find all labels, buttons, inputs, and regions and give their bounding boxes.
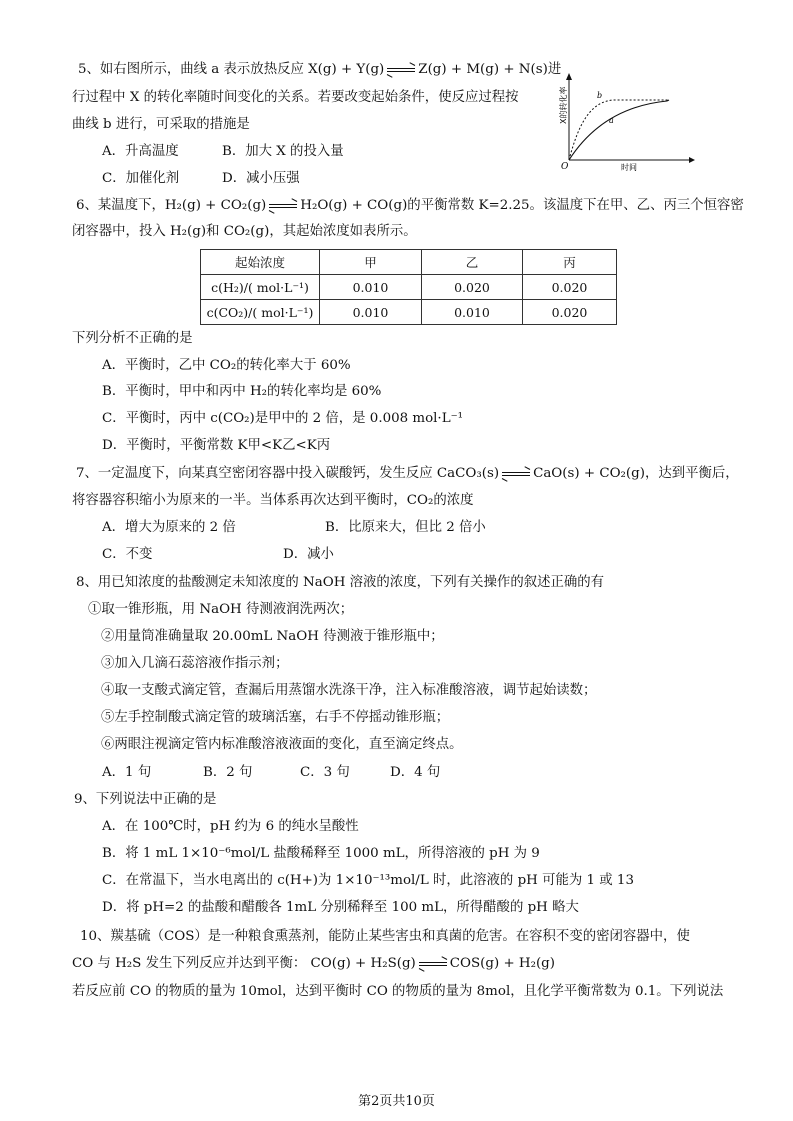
- curve-a-label: a: [609, 116, 614, 125]
- q8-item-2: ②用量筒准确量取 20.00mL NaOH 待测液于锥形瓶中；: [101, 629, 444, 644]
- q8-stem: 8、用已知浓度的盐酸测定未知浓度的 NaOH 溶液的浓度，下列有关操作的叙述正确的有: [76, 575, 605, 590]
- table-cell: 0.020: [523, 275, 617, 300]
- q9-option-a: A．在 100℃时，pH 约为 6 的纯水呈酸性: [102, 819, 359, 834]
- table-cell: 0.010: [422, 300, 523, 325]
- q5-stem-text-a: 5、如右图所示，曲线 a 表示放热反应 X(g) + Y(g): [78, 62, 385, 77]
- q7-stem-text-a: 7、一定温度下，向某真空密闭容器中投入碳酸钙，发生反应 CaCO₃(s): [76, 466, 500, 481]
- q6-option-c: C．平衡时，丙中 c(CO₂)是甲中的 2 倍，是 0.008 mol·L⁻¹: [102, 411, 464, 426]
- q7-stem-text-b: CaO(s) + CO₂(g)，达到平衡后，: [533, 466, 739, 481]
- table-cell: 0.010: [320, 300, 422, 325]
- q6-stem-line3: 下列分析不正确的是: [72, 331, 193, 346]
- equilibrium-arrow-icon: [269, 202, 297, 210]
- q7-option-c: C．不变: [102, 547, 153, 562]
- table-header-cell: 丙: [523, 250, 617, 275]
- table-cell: 0.020: [422, 275, 523, 300]
- q7-option-a: A．增大为原来的 2 倍: [102, 520, 236, 535]
- q5-option-c: C．加催化剂: [102, 171, 180, 186]
- q6-option-a: A．平衡时，乙中 CO₂的转化率大于 60%: [102, 358, 351, 373]
- table-row: [201, 275, 617, 300]
- y-axis-arrow-icon: [566, 73, 572, 80]
- page-footer: 第2页共10页: [358, 1094, 435, 1109]
- table-header-cell: 起始浓度: [201, 250, 320, 275]
- q7-stem-line2: 将容器容积缩小为原来的一半。当体系再次达到平衡时，CO₂的浓度: [72, 493, 474, 508]
- q5-option-a: A．升高温度: [102, 144, 179, 159]
- equilibrium-arrow-icon: [387, 66, 415, 74]
- q6-option-d: D．平衡时，平衡常数 K甲<K乙<K丙: [102, 438, 331, 453]
- curve-a: [569, 100, 669, 160]
- q5-stem-text-b: Z(g) + M(g) + N(s)进: [418, 62, 562, 77]
- q10-stem-text-b: COS(g) + H₂(g): [449, 956, 555, 971]
- q5-stem-line2: 行过程中 X 的转化率随时间变化的关系。若要改变起始条件，使反应过程按: [72, 90, 519, 105]
- q6-stem-text-b: H₂O(g) + CO(g)的平衡常数 K=2.25。该温度下在甲、乙、丙三个恒容密: [300, 198, 744, 213]
- q8-option-d: D．4 句: [390, 765, 441, 780]
- initial-concentration-table: [200, 249, 617, 325]
- origin-label: O: [561, 162, 569, 172]
- q6-option-b: B．平衡时，甲中和丙中 H₂的转化率均是 60%: [102, 384, 382, 399]
- q10-stem-line1: 10、羰基硫（COS）是一种粮食熏蒸剂，能防止某些害虫和真菌的危害。在容积不变的密闭容器中，使: [80, 929, 690, 944]
- q10-stem-text-a: CO 与 H₂S 发生下列反应并达到平衡： CO(g) + H₂S(g): [72, 956, 416, 971]
- table-header-cell: 乙: [422, 250, 523, 275]
- table-header-cell: 甲: [320, 250, 422, 275]
- y-axis-label: X的转化率: [559, 86, 568, 124]
- q8-option-c: C．3 句: [300, 765, 350, 780]
- x-axis-arrow-icon: [689, 157, 695, 163]
- table-cell: 0.010: [320, 275, 422, 300]
- equilibrium-arrow-icon: [502, 470, 530, 478]
- q8-item-4: ④取一支酸式滴定管，查漏后用蒸馏水洗涤干净，注入标准酸溶液，调节起始读数；: [101, 683, 597, 698]
- q9-stem: 9、下列说法中正确的是: [74, 792, 217, 807]
- q10-stem-line2: [72, 956, 555, 972]
- q6-stem-line1: [76, 198, 744, 214]
- conversion-time-graph: [557, 72, 697, 172]
- curve-b: [569, 100, 669, 160]
- table-cell: 0.020: [523, 300, 617, 325]
- table-header-row: [201, 250, 617, 275]
- q5-option-b: B．加大 X 的投入量: [222, 144, 344, 159]
- x-axis-label: 时间: [621, 163, 637, 172]
- equilibrium-arrow-icon: [419, 960, 447, 968]
- q5-stem-line1: [78, 62, 561, 78]
- q10-stem-line3: 若反应前 CO 的物质的量为 10mol，达到平衡时 CO 的物质的量为 8mol，且化学平衡常数为 0.1。下列说法: [72, 984, 724, 999]
- q6-stem-text-a: 6、某温度下，H₂(g) + CO₂(g): [76, 198, 267, 213]
- q8-item-3: ③加入几滴石蕊溶液作指示剂；: [101, 656, 289, 671]
- q5-option-d: D．减小压强: [222, 171, 300, 186]
- q6-stem-line2: 闭容器中，投入 H₂(g)和 CO₂(g)，其起始浓度如表所示。: [72, 224, 417, 239]
- q7-option-b: B．比原来大，但比 2 倍小: [325, 520, 486, 535]
- q7-stem-line1: [76, 466, 739, 482]
- table-cell: c(H₂)/( mol·L⁻¹): [201, 275, 320, 300]
- q9-option-d: D．将 pH=2 的盐酸和醋酸各 1mL 分别稀释至 100 mL，所得醋酸的 pH 略大: [102, 900, 579, 915]
- q9-option-b: B．将 1 mL 1×10⁻⁶mol/L 盐酸稀释至 1000 mL，所得溶液的 pH 为 9: [102, 846, 540, 861]
- q8-option-b: B．2 句: [203, 765, 253, 780]
- q8-item-6: ⑥两眼注视滴定管内标准酸溶液液面的变化，直至滴定终点。: [101, 737, 463, 752]
- q8-item-1: ①取一锥形瓶，用 NaOH 待测液润洗两次；: [88, 602, 354, 617]
- curve-b-label: b: [597, 91, 603, 100]
- q8-option-a: A．1 句: [102, 765, 152, 780]
- q9-option-c: C．在常温下，当水电离出的 c(H+)为 1×10⁻¹³mol/L 时，此溶液的 pH 可能为 1 或 13: [102, 873, 634, 888]
- q5-stem-line3: 曲线 b 进行，可采取的措施是: [72, 117, 250, 132]
- q7-option-d: D．减小: [283, 547, 334, 562]
- table-cell: c(CO₂)/( mol·L⁻¹): [201, 300, 320, 325]
- q8-item-5: ⑤左手控制酸式滴定管的玻璃活塞，右手不停摇动锥形瓶；: [101, 710, 450, 725]
- table-row: [201, 300, 617, 325]
